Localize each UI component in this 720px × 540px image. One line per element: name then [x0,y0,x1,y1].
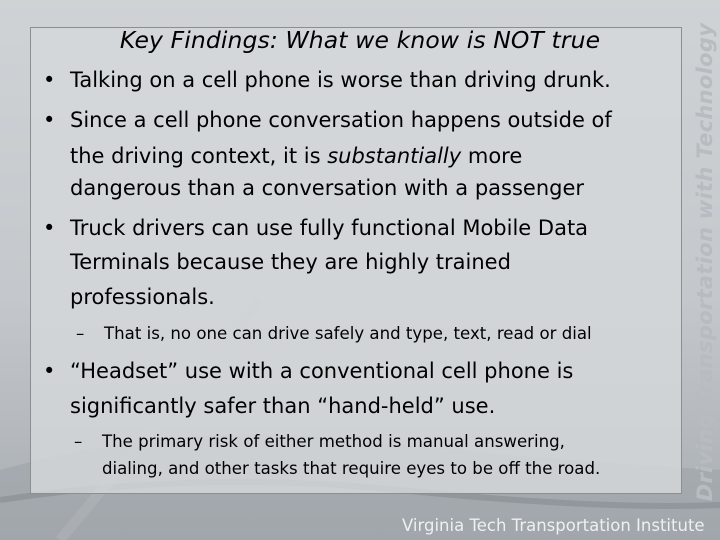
bullet-text-line [70,391,495,423]
bullet-dot: • [43,108,56,132]
bullet-item [43,105,612,137]
bullet-text: Since a cell phone conversation happens outside of [70,108,612,132]
bullet-item [43,213,589,245]
bullet-text: Terminals because they are highly trained [70,250,511,274]
sub-bullet-dash: – [74,432,83,451]
slide-title: Key Findings: What we know is NOT true [119,26,601,54]
sub-bullet-text: The primary risk of either method is manual answering, [102,432,565,451]
bullet-text-line [70,173,584,205]
sub-bullet-text: That is, no one can drive safely and type, text, read or dial [104,324,592,343]
emphasis-text: substantially [327,144,462,168]
bullet-text: the driving context, it is [70,144,328,168]
bullet-text: more [461,144,523,168]
bullet-text-line [70,282,215,314]
sub-bullet-text-line [102,456,600,482]
bullet-text: Truck drivers can use fully functional Mobile Data [70,216,589,240]
sub-bullet-text: dialing, and other tasks that require eyes to be off the road. [102,459,601,478]
bullet-text: dangerous than a conversation with a passenger [70,176,585,200]
footer-institute-name: Virginia Tech Transportation Institute [402,516,705,535]
sub-bullet-dash: – [76,324,85,343]
bullet-dot: • [43,216,56,240]
bullet-text-line [70,141,522,173]
bullet-dot: • [43,68,56,92]
bullet-dot: • [43,359,56,383]
sub-bullet-item [74,429,565,455]
bullet-item [43,65,611,97]
bullet-text: “Headset” use with a conventional cell phone is [70,359,574,383]
bullet-text: significantly safer than “hand-held” use. [70,394,496,418]
side-banner-text: Driving Transportation with Technology [693,22,717,502]
bullet-text: Talking on a cell phone is worse than driving drunk. [70,68,611,92]
sub-bullet-item [76,321,592,347]
bullet-text-line [70,247,511,279]
bullet-text: professionals. [70,285,215,309]
bullet-item [43,356,574,388]
